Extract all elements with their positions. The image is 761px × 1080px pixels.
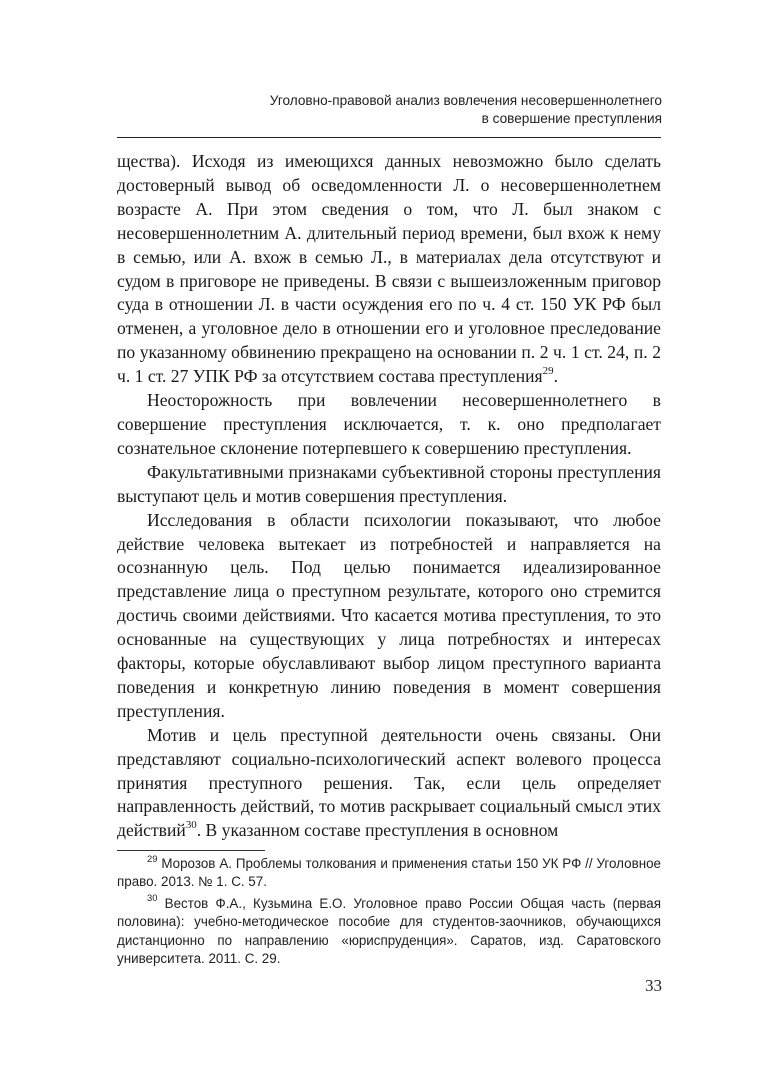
footnote-29 <box>117 855 661 892</box>
running-head-line-2: в совершение преступления <box>481 111 662 126</box>
footnote-30 <box>117 895 661 969</box>
footnotes <box>117 855 661 971</box>
footnote-ref-29[interactable]: 29 <box>542 365 554 378</box>
footnote-number: 30 <box>147 893 158 904</box>
paragraph-5-text: Мотив и цель преступной деятельности очень связаны. Они представляют социально-психологический аспект волевого процесса принятия преступного решения. Так, если цель определяет направленность действий, то мотив раскрывает социальный смысл этих действий <box>117 724 661 841</box>
footnote-number: 29 <box>147 853 158 864</box>
footnote-text: Морозов А. Проблемы толкования и применения статьи 150 УК РФ // Уголовное право. 2013. № 1. С. 57. <box>117 856 661 890</box>
paragraph-1-text: щества). Исходя из имеющихся данных невозможно было сделать достоверный вывод об осведомленности Л. о несовершеннолетнем возрасте А. При этом сведения о том, что Л. был знаком с несовершеннолетним А. длительный период времени, был вхож к нему в семью, или А. вхож в семью Л., в материалах дела отсутствуют и судом в приговоре не приведены. В связи с вышеизложенным приговор суда в отношении Л. в части осуждения его по ч. 4 ст. 150 УК РФ был отменен, а уголовное дело в отношении его и уголовное преследование по указанному обвинению прекращено на основании п. 2 ч. 1 ст. 24, п. 2 ч. 1 ст. 27 УПК РФ за отсутствием состава преступления <box>117 151 661 387</box>
running-head-line-1: Уголовно-правовой анализ вовлечения несовершеннолетнего <box>269 93 662 108</box>
paragraph-3: Факультативными признаками субъективной стороны преступления выступают цель и мотив совершения преступления. <box>117 461 661 506</box>
paragraph-2: Неосторожность при вовлечении несовершеннолетнего в совершение преступления исключается, т. к. оно предполагает сознательное склонение потерпевшего к совершению преступления. <box>117 390 661 458</box>
footnote-rule <box>117 850 265 851</box>
main-text <box>117 150 661 843</box>
footnote-ref-30[interactable]: 30 <box>185 819 197 832</box>
paragraph-5 <box>117 724 661 844</box>
header-rule <box>117 137 661 138</box>
paragraph-1 <box>117 150 661 389</box>
paragraph-5-end: . В указанном составе преступления в основном <box>196 820 559 841</box>
paragraph-1-end: . <box>553 366 558 387</box>
running-head <box>142 92 662 128</box>
footnote-text: Вестов Ф.А., Кузьмина Е.О. Уголовное право России Общая часть (первая половина): учебно-методическое пособие для студентов-заочников, обучающихся дистанционно по направлению «юриспруденция». Саратов, изд. Саратовского университета. 2011. С. 29. <box>117 895 661 967</box>
paragraph-4: Исследования в области психологии показывают, что любое действие человека вытекает из потребностей и направляется на осознанную цель. Под целью понимается идеализированное представление лица о преступном результате, которого оно стремится достичь своими действиями. Что касается мотива преступления, то это основанные на существующих у лица потребностях и интересах факторы, которые обуславливают выбор лицом преступного варианта поведения и конкретную линию поведения в момент совершения преступления. <box>117 509 661 721</box>
page-number: 33 <box>645 976 662 995</box>
